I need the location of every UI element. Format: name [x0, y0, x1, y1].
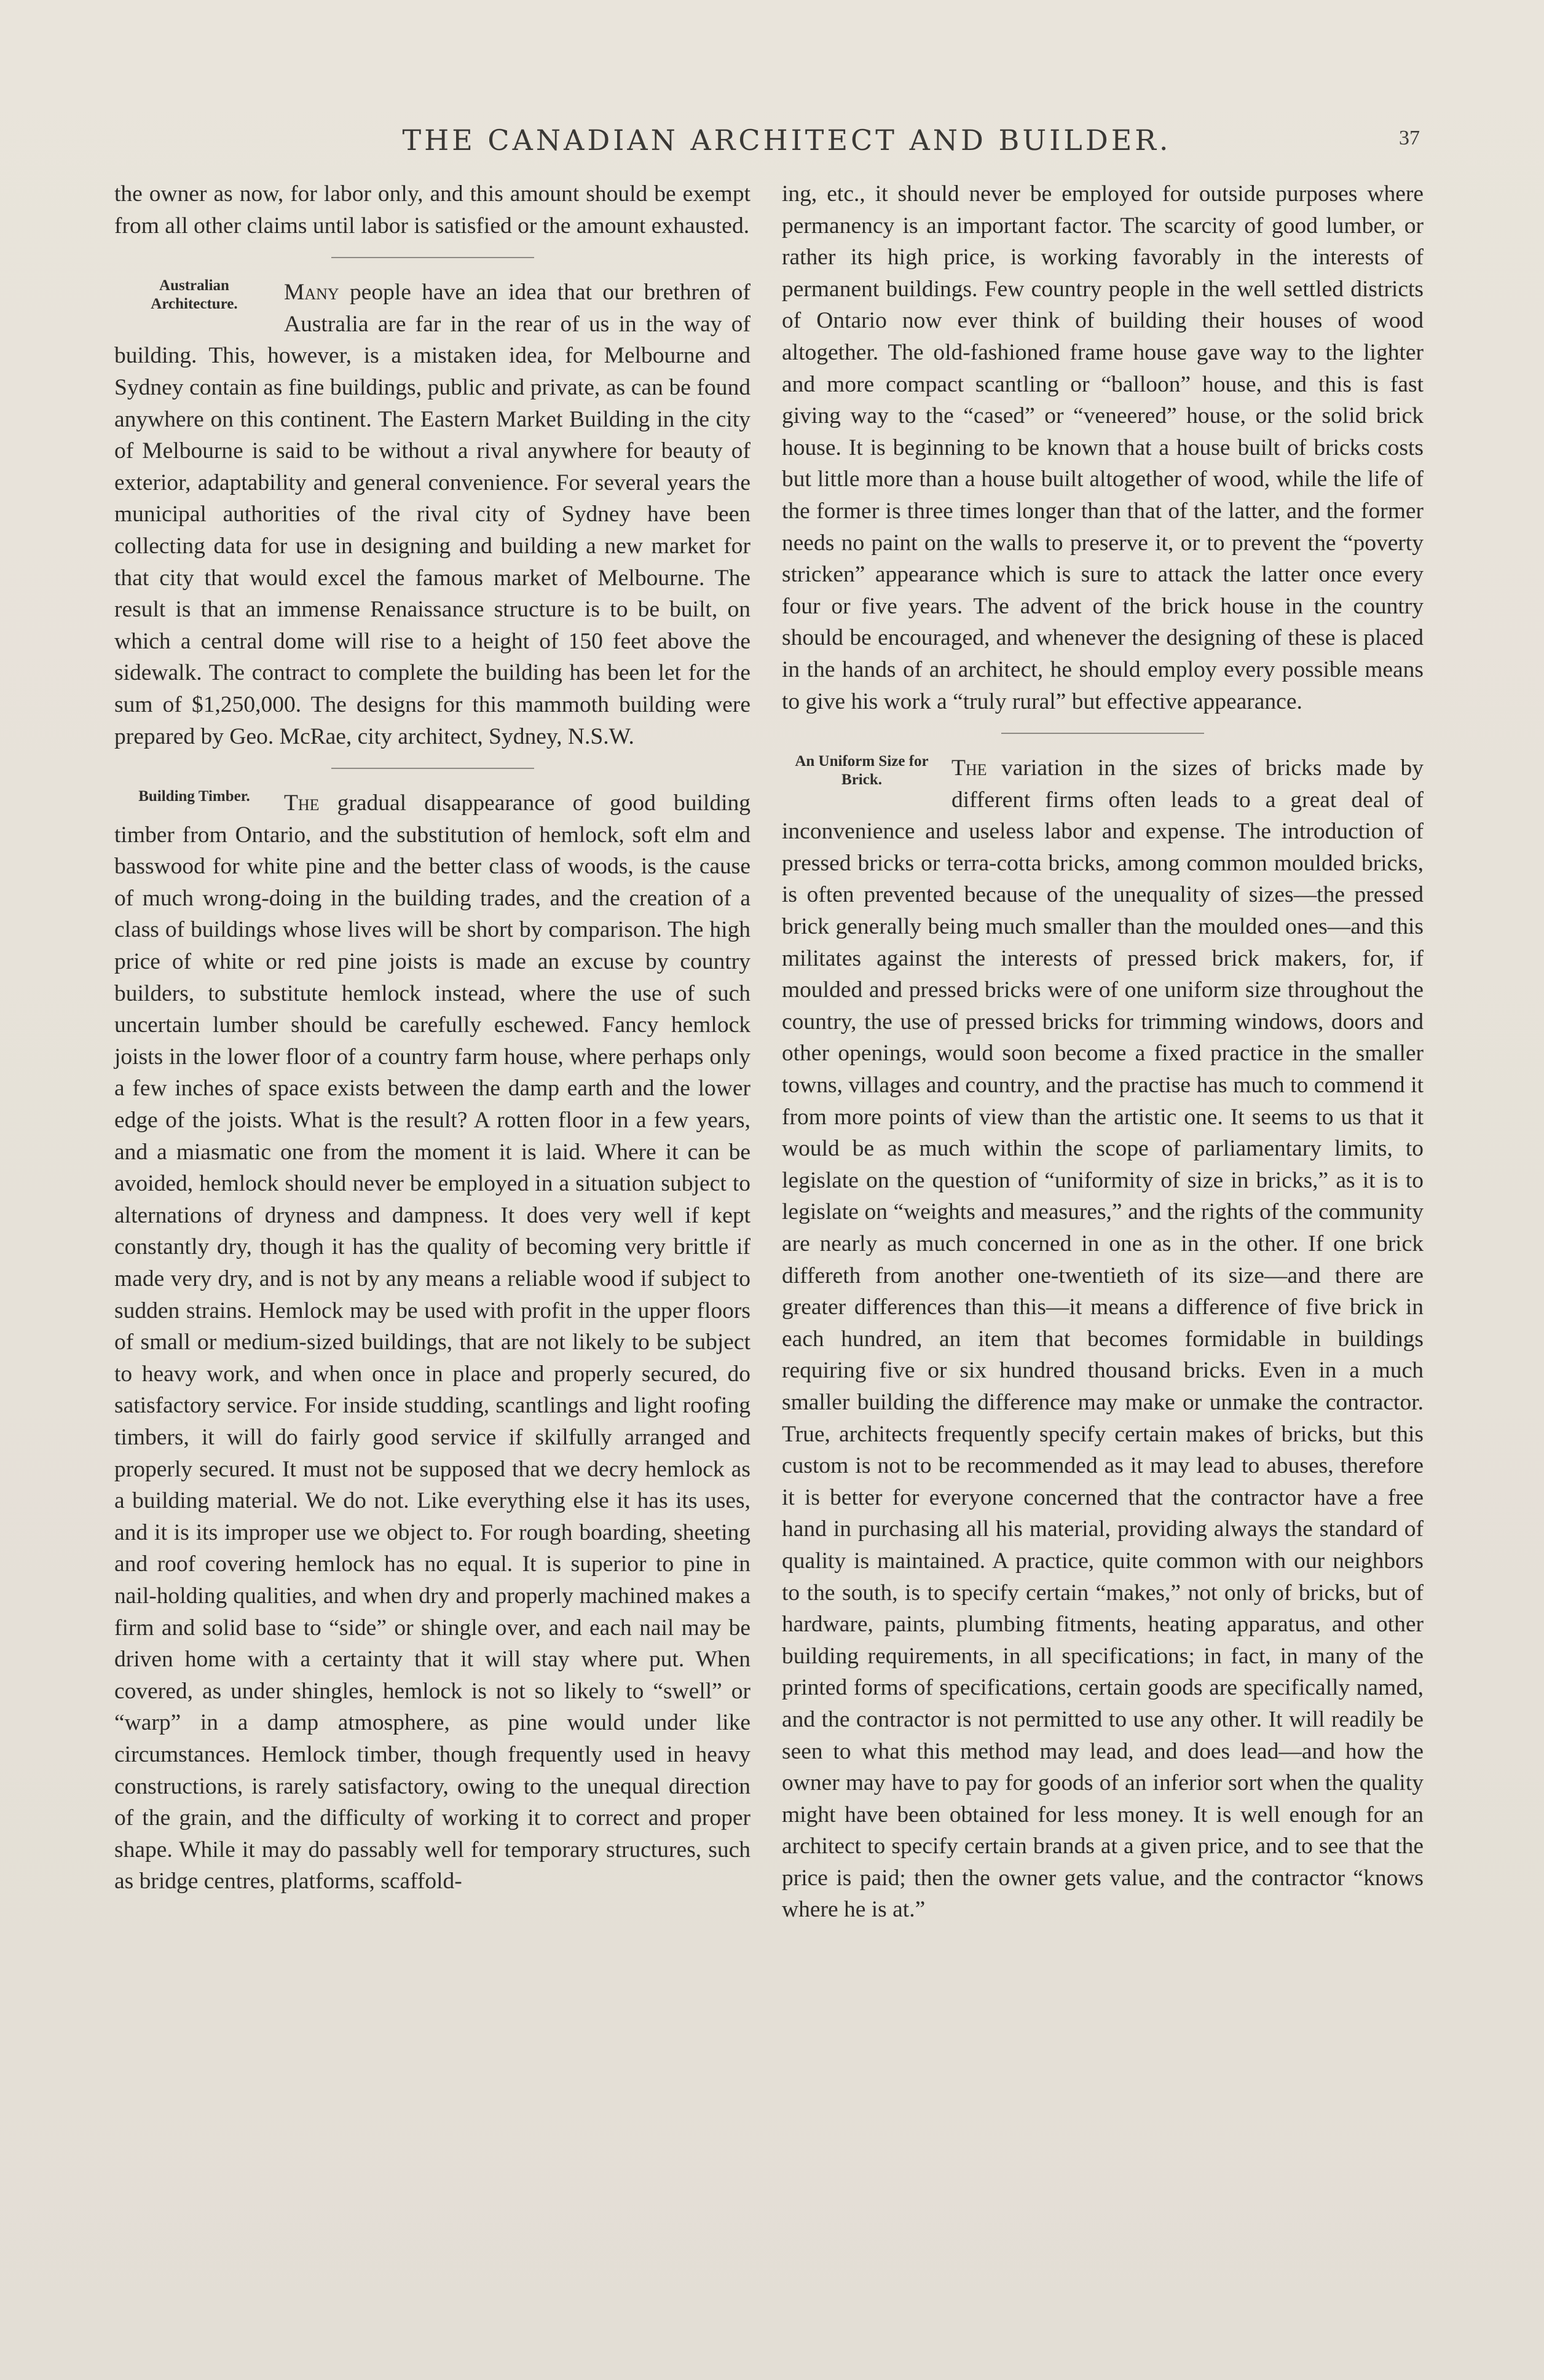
running-header: THE CANADIAN ARCHITECT AND BUILDER. — [402, 124, 1172, 157]
sidenote-uniform-brick: An Uniform Size for Brick. — [795, 753, 929, 789]
left-column — [114, 178, 750, 1897]
right-column — [782, 178, 1424, 1926]
article-body: gradual disappearance of good building timber from Ontario, and the substitution of hemlock, soft elm and basswood for white pine and the better class of woods, is the cause of much wrong-doing in the building trades, and the creation of a class of buildings whose lives will be short by comparison. The high price of white or red pine joists is made an excuse by country builders, to substitute hemlock instead, where the use of such uncertain lumber should be carefully eschewed. Fancy hemlock joists in the lower floor of a country farm house, where perhaps only a few inches of space exists between the damp earth and the lower edge of the joists. What is the result? A rotten floor in a few years, and a miasmatic one from the moment it is laid. Where it can be avoided, hemlock should never be employed in a situation subject to alternations of dryness and dampness. It does very well if kept constantly dry, though it has the quality of becoming very brittle if made very dry, and is not by any means a reliable wood if subject to sudden strains. Hemlock may be used with profit in the upper floors of small or medium-sized buildings, that are not likely to be subject to heavy work, and when once in place and properly secured, do satisfactory service. For inside studding, scantlings and light roofing timbers, it will do fairly good service if skilfully arranged and properly secured. It must not be supposed that we decry hemlock as a building material. We do not. Like everything else it has its uses, and it is its improper use we object to. For rough boarding, sheeting and roof covering hemlock has no equal. It is superior to pine in nail-holding qualities, and when dry and properly machined makes a firm and solid base to “side” or shingle over, and each nail may be driven home with a certainty that it will stay where put. When covered, as under shingles, hemlock is not so likely to “swell” or “warp” in a damp atmosphere, as pine would under like circumstances. Hemlock timber, though frequently used in heavy constructions, is rarely satisfactory, owing to the unequal direction of the grain, and the difficulty of working it to correct and proper shape. While it may do passably well for temporary structures, such as bridge centres, platforms, scaffold- — [114, 790, 750, 1894]
article-uniform-brick — [782, 752, 1424, 1926]
lead-word: Many — [284, 280, 339, 305]
article-building-timber — [114, 787, 750, 1897]
lead-word: The — [951, 755, 987, 781]
article-australian-architecture — [114, 277, 750, 752]
timber-continued-paragraph: ing, etc., it should never be employed for outside purposes where permanency is an important factor. The scarcity of good lumber, or rather its high price, is working favorably in the interests of permanent buildings. Few country people in the well settled districts of Ontario now ever think of building their houses of wood altogether. The old-fashioned frame house gave way to the lighter and more compact scantling or “balloon” house, and this is fast giving way to the “cased” or “veneered” house, or the solid brick house. It is beginning to be known that a house built of bricks costs but little more than a house built altogether of wood, while the life of the former is three times longer than that of the latter, and the former needs no paint on the walls to preserve it, or to prevent the “poverty stricken” appearance which is sure to attack the latter once every four or five years. The advent of the brick house in the country should be encouraged, and whenever the designing of these is placed in the hands of an architect, he should employ every possible means to give his work a “truly rural” but effective appearance. — [782, 181, 1424, 714]
page-number: 37 — [1399, 127, 1420, 149]
article-body: people have an idea that our brethren of Australia are far in the rear of us in the way of building. This, however, is a mistaken idea, for Melbourne and Sydney contain as fine buildings, public and private, as can be found anywhere on this continent. The Eastern Market Building in the city of Melbourne is said to be without a rival anywhere for beauty of exterior, adaptability and general convenience. For several years the municipal authorities of the rival city of Sydney have been collecting data for use in designing and building a new market for that city that would excel the famous market of Melbourne. The result is that an immense Renaissance structure is to be built, on which a central dome will rise to a height of 150 feet above the sidewalk. The contract to complete the building has been let for the sum of $1,250,000. The designs for this mammoth building were prepared by Geo. McRae, city architect, Sydney, N.S.W. — [114, 280, 750, 749]
section-divider — [331, 257, 534, 258]
intro-paragraph: the owner as now, for labor only, and this amount should be exempt from all other claims until labor is satisfied or the amount exhausted. — [114, 181, 750, 238]
article-paragraph — [782, 752, 1424, 1926]
lead-word: The — [284, 790, 320, 816]
section-divider — [331, 768, 534, 769]
article-paragraph — [114, 787, 750, 1897]
article-body: variation in the sizes of bricks made by different firms often leads to a great deal of inconvenience and useless labor and expense. The introduction of pressed bricks or terra-cotta bricks, among common moulded bricks, is often prevented because of the unequality of sizes—the pressed brick generally being much smaller than the moulded ones—and this militates against the interests of pressed brick makers, for, if moulded and pressed bricks were of one uniform size throughout the country, the use of pressed bricks for trimming windows, doors and other openings, would soon become a fixed practice in the smaller towns, villages and country, and the practise has much to commend it from more points of view than the artistic one. It seems to us that it would be as much within the scope of parliamentary limits, to legislate on the question of “uniformity of size in bricks,” as it is to legislate on “weights and measures,” and the rights of the community are nearly as much concerned in one as in the other. If one brick differeth from another one-twentieth of its size—and there are greater differences than this—it means a difference of five brick in each hundred, an item that becomes formidable in buildings requiring five or six hundred thousand bricks. Even in a much smaller building the difference may make or unmake the contractor. True, architects frequently specify certain makes of bricks, but this custom is not to be recommended as it may lead to abuses, therefore it is better for everyone concerned that the contractor have a free hand in purchasing all his material, providing always the standard of quality is maintained. A practice, quite common with our neighbors to the south, is to specify certain “makes,” not only of bricks, but of hardware, paints, plumbing fitments, heating apparatus, and other building requirements, in all specifications; in fact, in many of the printed forms of specifications, certain goods are specifically named, and the contractor is not permitted to use any other. It will readily be seen to what this method may lead, and does lead—and how the owner may have to pay for goods of an inferior sort when the quality might have been obtained for less money. It is well enough for an architect to specify certain brands at a given price, and to see that the price is paid; then the owner gets value, and the contractor “knows where he is at.” — [782, 755, 1424, 1923]
section-divider — [1001, 733, 1204, 734]
article-paragraph — [114, 277, 750, 752]
sidenote-building-timber: Building Timber. — [138, 788, 250, 805]
sidenote-australian-architecture: Australian Architecture. — [151, 277, 238, 313]
